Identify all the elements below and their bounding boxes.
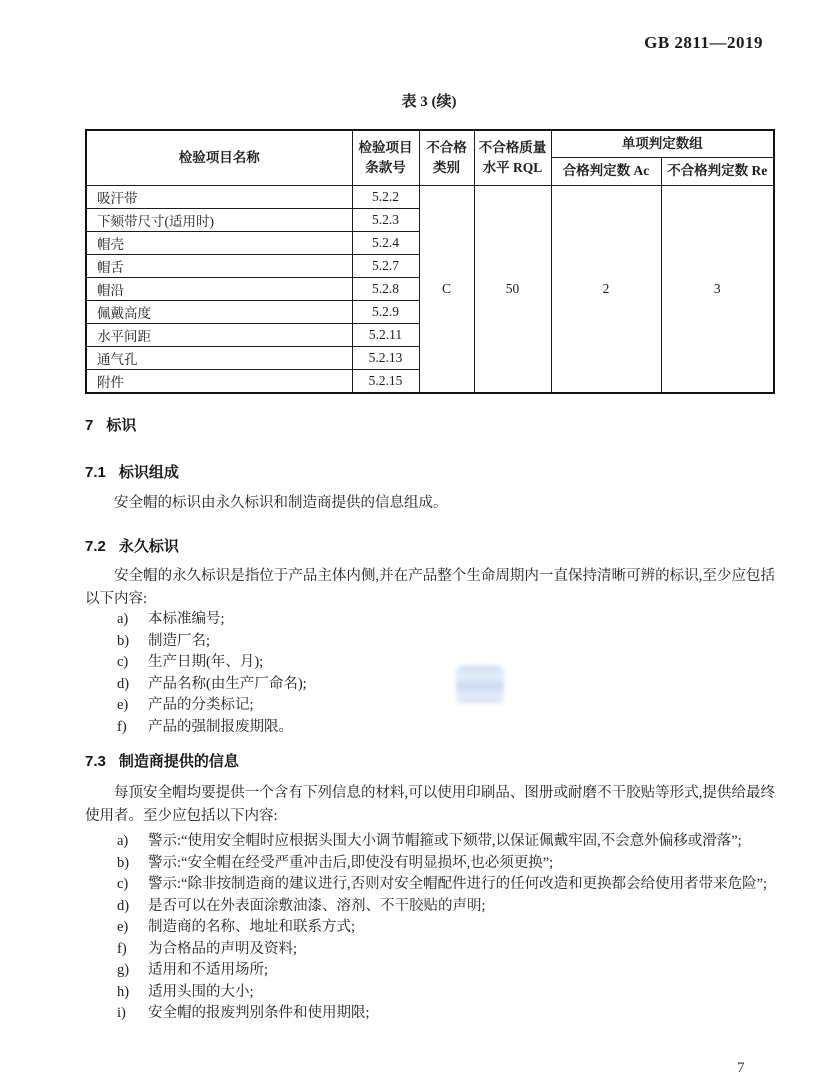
list-item (117, 853, 773, 875)
item-letter: b) (117, 632, 130, 649)
col-header-clause (352, 130, 419, 186)
item-text: 产品的分类标记; (148, 697, 254, 713)
rql-value: 50 (474, 186, 551, 394)
item-text: 适用和不适用场所; (148, 962, 269, 978)
col-header-defect-line1: 不合格 (426, 140, 467, 156)
list-item (117, 874, 773, 896)
item-name: 帽壳 (86, 232, 352, 255)
item-name: 帽舌 (86, 255, 352, 278)
section-7-3-paragraph: 每顶安全帽均要提供一个含有下列信息的材料,可以使用印刷品、图册或耐磨不干胶贴等形式,提供给最终使用者。至少应包括以下内容: (85, 785, 775, 824)
item-clause: 5.2.7 (352, 255, 419, 278)
ac-value: 2 (551, 186, 661, 394)
list-item (117, 896, 773, 918)
item-clause: 5.2.2 (352, 186, 419, 209)
item-name: 吸汗带 (86, 186, 352, 209)
section-number: 7.1 (85, 464, 106, 481)
defect-class-value: C (419, 186, 474, 394)
item-letter: g) (117, 962, 130, 978)
item-letter: e) (117, 697, 129, 713)
list-item (117, 831, 773, 853)
item-text: 本标准编号; (148, 611, 225, 627)
col-header-clause-line2: 条款号 (365, 160, 406, 175)
section-7-3-list (117, 831, 773, 1025)
item-clause: 5.2.3 (352, 209, 419, 232)
item-letter: d) (117, 675, 130, 692)
col-header-defect-line2: 类别 (433, 160, 460, 175)
section-7-1-heading (85, 461, 179, 482)
section-title: 制造商提供的信息 (118, 753, 239, 770)
list-item (117, 674, 773, 696)
item-text: 适用头围的大小; (148, 983, 254, 1000)
item-clause: 5.2.13 (352, 347, 419, 370)
section-number: 7.3 (85, 753, 106, 770)
table-caption: 表 3 (续) (401, 94, 457, 110)
list-item (117, 917, 773, 939)
section-7-2-heading (85, 535, 179, 556)
item-text: 警示:“除非按制造商的建议进行,否则对安全帽配件进行的任何改造和更换都会给使用者带来危险”; (148, 876, 768, 892)
item-name: 通气孔 (86, 347, 352, 370)
item-text: 产品的强制报废期限。 (148, 718, 293, 735)
item-letter: f) (117, 940, 127, 957)
list-item (117, 939, 773, 961)
section-7-heading (85, 414, 136, 435)
item-text: 产品名称(由生产厂命名); (148, 675, 307, 692)
item-letter: a) (117, 611, 129, 627)
list-item (117, 717, 773, 739)
section-title: 标识组成 (118, 464, 179, 481)
item-text: 制造商的名称、地址和联系方式; (148, 919, 356, 935)
item-letter: h) (117, 983, 130, 1000)
item-clause: 5.2.15 (352, 370, 419, 394)
item-name: 附件 (86, 370, 352, 394)
item-name: 水平间距 (86, 324, 352, 347)
section-7-3-heading (85, 750, 239, 771)
col-header-item-name: 检验项目名称 (86, 130, 352, 186)
page-number: 7 (737, 1060, 745, 1076)
section-number: 7 (85, 417, 94, 434)
item-letter: c) (117, 876, 129, 892)
item-text: 生产日期(年、月); (148, 654, 264, 670)
scan-watermark-blob (456, 666, 504, 703)
section-title: 标识 (106, 417, 137, 434)
item-letter: c) (117, 654, 129, 670)
col-header-re: 不合格判定数 Re (661, 158, 774, 186)
col-header-rql-line2: 水平 RQL (482, 160, 543, 175)
col-header-rql-line1: 不合格质量 (478, 140, 547, 156)
item-clause: 5.2.9 (352, 301, 419, 324)
item-letter: d) (117, 897, 130, 914)
col-header-judgement-group: 单项判定数组 (551, 130, 774, 158)
item-name: 帽沿 (86, 278, 352, 301)
item-clause: 5.2.4 (352, 232, 419, 255)
section-number: 7.2 (85, 538, 106, 555)
list-item (117, 695, 773, 717)
list-item (117, 982, 773, 1004)
col-header-clause-line1: 检验项目 (358, 140, 413, 156)
doc-code: GB 2811—2019 (644, 33, 763, 52)
list-item (117, 631, 773, 653)
item-text: 警示:“安全帽在经受严重冲击后,即使没有明显损坏,也必须更换”; (148, 854, 554, 871)
re-value: 3 (661, 186, 774, 394)
list-item (117, 652, 773, 674)
section-7-2-paragraph: 安全帽的永久标识是指位于产品主体内侧,并在产品整个生命周期内一直保持清晰可辨的标识,至少应包括以下内容: (85, 568, 775, 607)
item-name: 下颏带尺寸(适用时) (86, 209, 352, 232)
item-letter: e) (117, 919, 129, 935)
item-letter: f) (117, 718, 127, 735)
item-letter: a) (117, 833, 129, 849)
table-row (86, 186, 774, 209)
col-header-ac: 合格判定数 Ac (551, 158, 661, 186)
item-text: 为合格品的声明及资料; (148, 940, 298, 957)
col-header-rql (474, 130, 551, 186)
item-name: 佩戴高度 (86, 301, 352, 324)
col-header-defect-class (419, 130, 474, 186)
item-text: 安全帽的报废判别条件和使用期限; (148, 1005, 370, 1021)
list-item (117, 960, 773, 982)
item-clause: 5.2.8 (352, 278, 419, 301)
section-title: 永久标识 (118, 538, 179, 555)
section-7-2-list (117, 609, 773, 738)
item-clause: 5.2.11 (352, 324, 419, 347)
list-item (117, 1003, 773, 1025)
section-7-1-paragraph: 安全帽的标识由永久标识和制造商提供的信息组成。 (114, 495, 448, 511)
inspection-table (85, 129, 775, 394)
list-item (117, 609, 773, 631)
item-text: 制造厂名; (148, 632, 211, 649)
item-text: 警示:“使用安全帽时应根据头围大小调节帽箍或下颏带,以保证佩戴牢固,不会意外偏移或滑落”; (148, 833, 742, 849)
item-text: 是否可以在外表面涂敷油漆、溶剂、不干胶贴的声明; (148, 897, 486, 914)
item-letter: b) (117, 854, 130, 871)
item-letter: i) (117, 1005, 126, 1021)
